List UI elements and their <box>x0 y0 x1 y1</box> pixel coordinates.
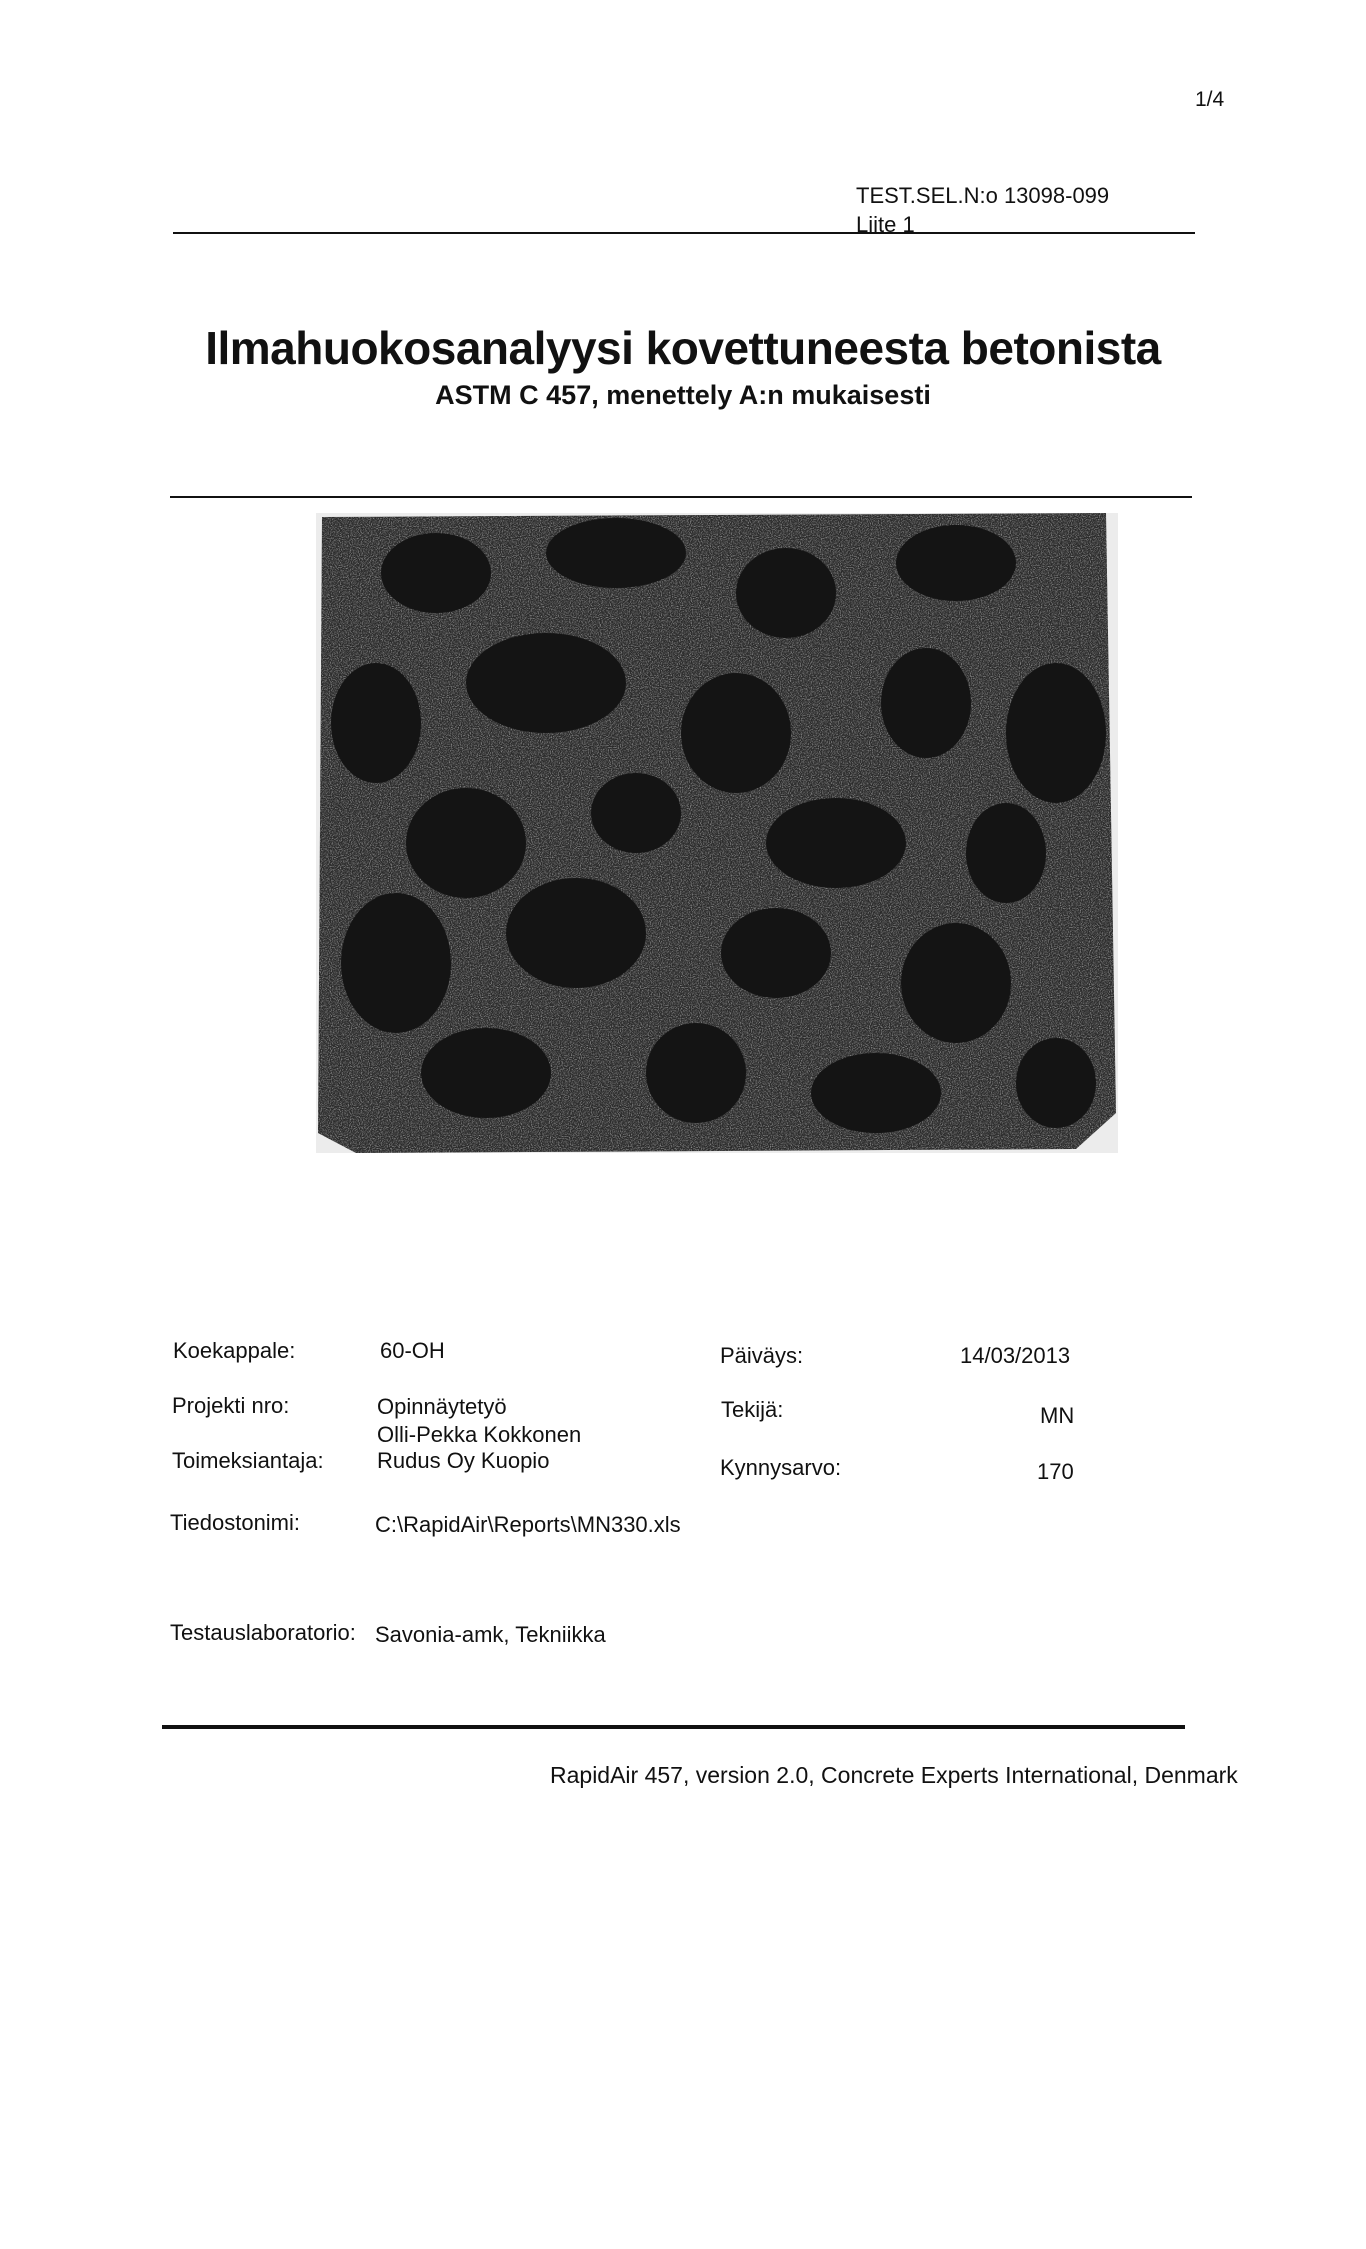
header-divider <box>173 232 1195 234</box>
date-value: 14/03/2013 <box>960 1343 1071 1368</box>
project-value-2: Olli-Pekka Kokkonen <box>377 1422 582 1447</box>
concrete-section-photo <box>316 513 1118 1153</box>
lab-value: Savonia-amk, Tekniikka <box>375 1622 606 1647</box>
page-number: 1/4 <box>1195 88 1225 111</box>
document-subtitle: ASTM C 457, menettely A:n mukaisesti <box>435 380 931 410</box>
filename-value: C:\RapidAir\Reports\MN330.xls <box>375 1512 681 1537</box>
author-label: Tekijä: <box>721 1397 784 1422</box>
lab-label: Testauslaboratorio: <box>170 1620 356 1645</box>
footer-divider <box>162 1725 1185 1729</box>
threshold-value: 170 <box>1037 1459 1074 1484</box>
project-label: Projekti nro: <box>172 1393 290 1418</box>
client-value: Rudus Oy Kuopio <box>377 1448 550 1473</box>
specimen-label: Koekappale: <box>173 1338 296 1363</box>
project-value: Opinnäytetyö <box>377 1394 507 1419</box>
filename-label: Tiedostonimi: <box>170 1510 301 1535</box>
title-divider <box>170 496 1192 498</box>
document-title: Ilmahuokosanalyysi kovettuneesta betonista <box>205 322 1161 374</box>
client-label: Toimeksiantaja: <box>172 1448 324 1473</box>
author-value: MN <box>1040 1403 1075 1428</box>
appendix-label: Liite 1 <box>856 212 915 237</box>
reference-number: TEST.SEL.N:o 13098-099 <box>856 183 1110 208</box>
date-label: Päiväys: <box>720 1343 804 1368</box>
footer-credit: RapidAir 457, version 2.0, Concrete Experts International, Denmark <box>550 1762 1238 1788</box>
specimen-value: 60-OH <box>380 1338 445 1363</box>
threshold-label: Kynnysarvo: <box>720 1455 842 1480</box>
